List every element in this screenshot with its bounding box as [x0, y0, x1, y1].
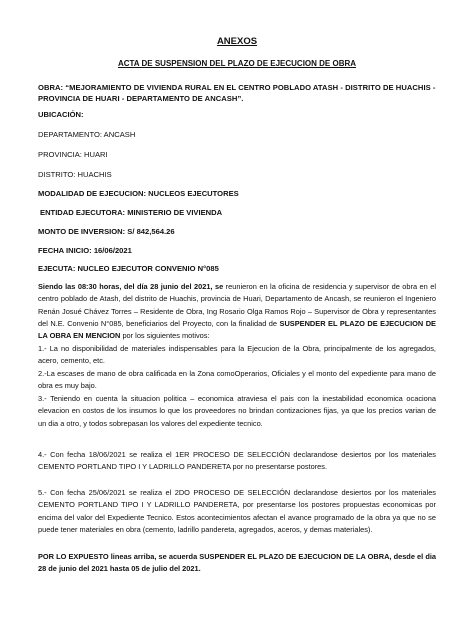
monto-line: MONTO DE INVERSION: S/ 842,564.26	[38, 227, 175, 236]
acta-title: ACTA DE SUSPENSION DEL PLAZO DE EJECUCION DE OBRA	[117, 59, 357, 68]
intro-end: por los siguientes motivos:	[120, 331, 210, 341]
intro-paragraph	[38, 281, 436, 342]
intro-text: reunieron en la oficina de residencia y supervisor de obra en el centro poblado de Atash, del distrito de Huachis, provincia de Huari, Departamento de Ancash, se reunieron el Ingeniero Renán Josué Chávez Torres – Residente de Obra, Ing Rosario Olga Ramos Rojo – Supervisor de Obra y representantes del N.E. Convenio N°085, beneficiarios del Proyecto, con la finalidad de	[38, 282, 436, 328]
annex-heading: ANEXOS	[216, 36, 258, 47]
entidad-line: ENTIDAD EJECUTORA: MINISTERIO DE VIVIENDA	[40, 208, 223, 217]
motivo-5: 5.- Con fecha 25/06/2021 se realiza el 2DO PROCESO DE SELECCIÓN declarandose desiertos por los materiales CEMENTO PORTLAND TIPO I Y LADRILLO PANDERETA, por presentarse los postores propuestas economicas por encima del valor del Expediente Tecnico. Estos acontecimientos afectan el avance programado de la obra ya que no se puede tener materiales en obra (cemento, ladrillo pandereta, agregados, aceros, y demas materiales).	[38, 488, 436, 534]
modalidad-line: MODALIDAD DE EJECUCION: NUCLEOS EJECUTORES	[38, 189, 239, 198]
ejecuta-line: EJECUTA: NUCLEO EJECUTOR CONVENIO N°085	[38, 264, 219, 273]
obra-title: OBRA: “MEJORAMIENTO DE VIVIENDA RURAL EN EL CENTRO POBLADO ATASH - DISTRITO DE HUACHIS - PROVINCIA DE HUARI - DEPARTAMENTO DE ANCASH”.	[38, 83, 436, 103]
provincia-line: PROVINCIA: HUARI	[38, 150, 108, 159]
intro-bold: Siendo las 08:30 horas, del día 28 junio del 2021, se	[38, 282, 224, 291]
motivo-3: 3.- Teniendo en cuenta la situacion politica – economica atraviesa el pais con la inestabilidad economica ocaciona elevacion en costos de los insumos lo que los proveedores no brindan contizaciones fijas, ya que los precios varian de un dia a otro, y todos sobrepasan los valores del expediente tecnico.	[38, 394, 436, 428]
motivo-1: 1.- La no disponibilidad de materiales indispensables para la Ejecucion de la Obra, principalmente de los agregados, acero, cemento, etc.	[38, 344, 436, 366]
fecha-inicio-line: FECHA INICIO: 16/06/2021	[38, 246, 132, 255]
distrito-line: DISTRITO: HUACHIS	[38, 170, 112, 179]
motivo-2: 2.-La escases de mano de obra calificada en la Zona comoOperarios, Oficiales y el monto del expediente para mano de obra es muy bajo.	[38, 369, 436, 391]
intro-bold-suspend: SUSPENDER EL PLAZO DE EJECUCION DE LA OBRA EN MENCION	[38, 318, 436, 341]
conclusion-paragraph: POR LO EXPUESTO lineas arriba, se acuerda SUSPENDER EL PLAZO DE EJECUCION DE LA OBRA, desde el dia 28 de junio del 2021 hasta 05 de julio del 2021.	[38, 552, 436, 574]
departamento-line: DEPARTAMENTO: ANCASH	[38, 130, 136, 139]
ubicacion-heading: UBICACIÓN:	[38, 110, 84, 119]
motivo-4: 4.- Con fecha 18/06/2021 se realiza el 1ER PROCESO DE SELECCIÓN declarandose desiertos por los materiales CEMENTO PORTLAND TIPO I Y LADRILLO PANDERETA por no presentarse postores.	[38, 450, 436, 472]
